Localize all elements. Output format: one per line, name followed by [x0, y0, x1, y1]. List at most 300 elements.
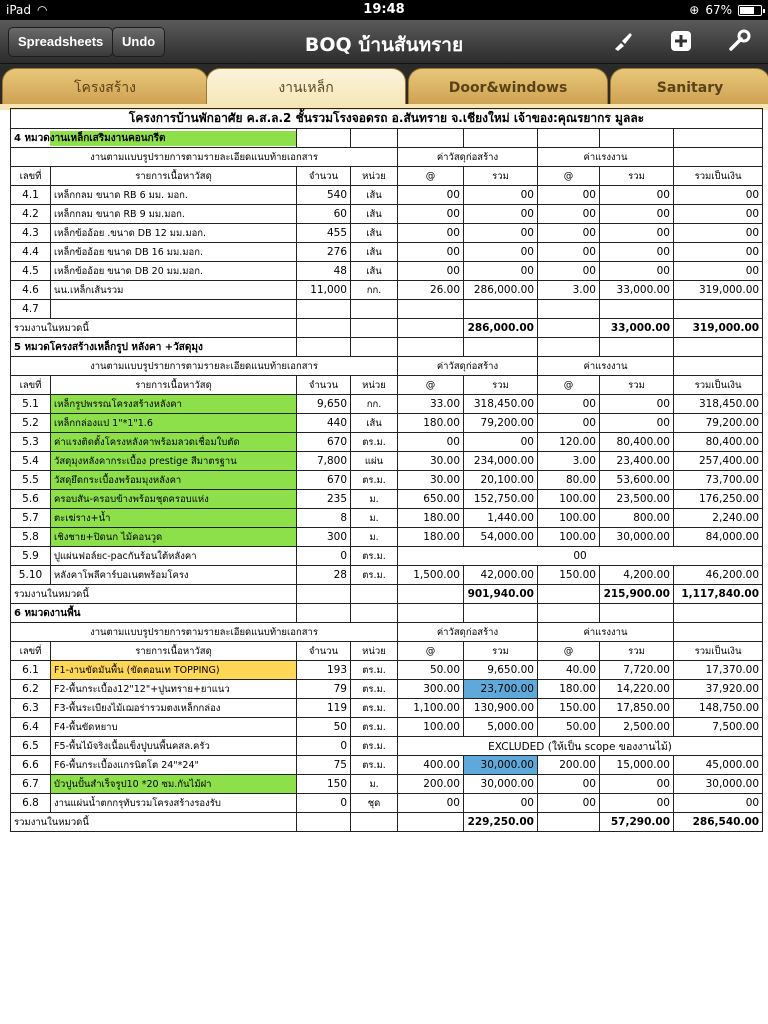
- row-total[interactable]: 257,400.00: [674, 452, 763, 471]
- item-quantity[interactable]: 540: [297, 186, 351, 205]
- undo-button[interactable]: Undo: [112, 27, 165, 57]
- item-unit[interactable]: ตร.ม.: [351, 661, 398, 680]
- labor-sum[interactable]: 00: [600, 224, 674, 243]
- labor-sum[interactable]: 2,500.00: [600, 718, 674, 737]
- labor-sum[interactable]: 14,220.00: [600, 680, 674, 699]
- labor-rate[interactable]: 00: [398, 547, 763, 566]
- material-total[interactable]: 229,250.00: [464, 813, 538, 832]
- item-number[interactable]: 5.4: [11, 452, 51, 471]
- table-cell[interactable]: [398, 585, 464, 604]
- table-cell[interactable]: [398, 129, 464, 148]
- item-quantity[interactable]: 8: [297, 509, 351, 528]
- tab-steel[interactable]: [206, 68, 406, 106]
- item-number[interactable]: 6.1: [11, 661, 51, 680]
- material-sum[interactable]: 00: [464, 794, 538, 813]
- item-unit[interactable]: เส้น: [351, 262, 398, 281]
- tab-structure[interactable]: [2, 68, 208, 106]
- item-quantity[interactable]: 28: [297, 566, 351, 585]
- item-description[interactable]: F3-พื้นระเบียงไม้เฌอร่ารวมตงเหล็กกล่อง: [51, 699, 297, 718]
- item-description[interactable]: วัสดุยึดกระเบื้องพร้อมมุงหลังคา: [51, 471, 297, 490]
- item-quantity[interactable]: 119: [297, 699, 351, 718]
- table-cell[interactable]: [538, 129, 600, 148]
- item-unit[interactable]: กก.: [351, 281, 398, 300]
- row-total[interactable]: 00: [674, 224, 763, 243]
- item-quantity[interactable]: 7,800: [297, 452, 351, 471]
- grand-total[interactable]: 319,000.00: [674, 319, 763, 338]
- item-description[interactable]: เหล็กข้ออ้อย .ขนาด DB 12 มม.มอก.: [51, 224, 297, 243]
- table-cell[interactable]: [351, 604, 398, 623]
- item-number[interactable]: 4.1: [11, 186, 51, 205]
- table-cell[interactable]: [351, 319, 398, 338]
- item-number[interactable]: 5.1: [11, 395, 51, 414]
- item-description[interactable]: เหล็กกลม ขนาด RB 9 มม.มอก.: [51, 205, 297, 224]
- column-header[interactable]: จำนวน: [297, 642, 351, 661]
- material-sum[interactable]: 30,000.00: [464, 756, 538, 775]
- table-cell[interactable]: [674, 357, 763, 376]
- column-header[interactable]: @: [538, 167, 600, 186]
- material-rate[interactable]: 400.00: [398, 756, 464, 775]
- item-quantity[interactable]: 670: [297, 433, 351, 452]
- material-rate[interactable]: 00: [398, 794, 464, 813]
- item-quantity[interactable]: 48: [297, 262, 351, 281]
- labor-rate[interactable]: 3.00: [538, 452, 600, 471]
- material-sum[interactable]: 234,000.00: [464, 452, 538, 471]
- row-total[interactable]: 30,000.00: [674, 775, 763, 794]
- labor-sum[interactable]: 33,000.00: [600, 281, 674, 300]
- column-header[interactable]: จำนวน: [297, 376, 351, 395]
- row-total[interactable]: 73,700.00: [674, 471, 763, 490]
- material-sum[interactable]: 79,200.00: [464, 414, 538, 433]
- table-cell[interactable]: [464, 338, 538, 357]
- material-total[interactable]: 901,940.00: [464, 585, 538, 604]
- group-header[interactable]: ค่าแรงงาน: [538, 148, 674, 167]
- column-header[interactable]: รวม: [600, 376, 674, 395]
- material-sum[interactable]: 23,700.00: [464, 680, 538, 699]
- item-description[interactable]: บัวปูนปั้นสำเร็จรูป10 *20 ซม.กันไม้ฝา: [51, 775, 297, 794]
- labor-rate[interactable]: 00: [538, 186, 600, 205]
- table-cell[interactable]: [674, 148, 763, 167]
- column-header[interactable]: รวม: [600, 167, 674, 186]
- material-rate[interactable]: 180.00: [398, 509, 464, 528]
- material-sum[interactable]: 152,750.00: [464, 490, 538, 509]
- wrench-icon[interactable]: [726, 29, 752, 55]
- labor-rate[interactable]: 120.00: [538, 433, 600, 452]
- labor-sum[interactable]: 00: [600, 395, 674, 414]
- item-description[interactable]: งานแผ่นน้ำตกกรุทับรวมโครงสร้างรองรับ: [51, 794, 297, 813]
- item-unit[interactable]: ตร.ม.: [351, 756, 398, 775]
- item-number[interactable]: 6.7: [11, 775, 51, 794]
- item-quantity[interactable]: 455: [297, 224, 351, 243]
- item-quantity[interactable]: 0: [297, 794, 351, 813]
- item-description[interactable]: ตะเฆ่ราง+น้ำ: [51, 509, 297, 528]
- item-quantity[interactable]: 440: [297, 414, 351, 433]
- item-unit[interactable]: ตร.ม.: [351, 471, 398, 490]
- item-unit[interactable]: ตร.ม.: [351, 547, 398, 566]
- row-total[interactable]: 7,500.00: [674, 718, 763, 737]
- group-header[interactable]: งานตามแบบรูปรายการตามรายละเอียดแนบท้ายเอกสาร: [11, 148, 398, 167]
- labor-rate[interactable]: 00: [538, 395, 600, 414]
- column-header[interactable]: รวมเป็นเงิน: [674, 642, 763, 661]
- row-total[interactable]: 319,000.00: [674, 281, 763, 300]
- item-quantity[interactable]: 0: [297, 547, 351, 566]
- spreadsheets-button[interactable]: Spreadsheets: [8, 27, 113, 57]
- material-rate[interactable]: 200.00: [398, 775, 464, 794]
- item-description[interactable]: นน.เหล็กเส้นรวม: [51, 281, 297, 300]
- item-number[interactable]: 5.10: [11, 566, 51, 585]
- group-header[interactable]: งานตามแบบรูปรายการตามรายละเอียดแนบท้ายเอกสาร: [11, 357, 398, 376]
- section-title[interactable]: 6 หมวดงานพื้น: [11, 604, 297, 623]
- add-icon[interactable]: [668, 29, 694, 55]
- column-header[interactable]: รวมเป็นเงิน: [674, 376, 763, 395]
- labor-sum[interactable]: 80,400.00: [600, 433, 674, 452]
- boq-table[interactable]: [10, 108, 763, 832]
- item-number[interactable]: 5.6: [11, 490, 51, 509]
- item-number[interactable]: 6.6: [11, 756, 51, 775]
- section-total-label[interactable]: รวมงานในหมวดนี้: [11, 585, 297, 604]
- item-quantity[interactable]: 150: [297, 775, 351, 794]
- item-description[interactable]: เหล็กข้ออ้อย ขนาด DB 16 มม.มอก.: [51, 243, 297, 262]
- material-rate[interactable]: 33.00: [398, 395, 464, 414]
- labor-total[interactable]: 33,000.00: [600, 319, 674, 338]
- section-title[interactable]: 4 หมวดงานเหล็กเสริมงานคอนกรีต: [11, 129, 297, 148]
- material-rate[interactable]: 30.00: [398, 471, 464, 490]
- table-cell[interactable]: [351, 585, 398, 604]
- material-sum[interactable]: 5,000.00: [464, 718, 538, 737]
- material-sum[interactable]: 318,450.00: [464, 395, 538, 414]
- labor-total[interactable]: 57,290.00: [600, 813, 674, 832]
- tab-doors-windows[interactable]: [408, 68, 608, 106]
- labor-rate[interactable]: 150.00: [538, 566, 600, 585]
- item-quantity[interactable]: 670: [297, 471, 351, 490]
- material-rate[interactable]: 1,500.00: [398, 566, 464, 585]
- spreadsheet[interactable]: [10, 108, 762, 832]
- row-total[interactable]: 176,250.00: [674, 490, 763, 509]
- labor-sum[interactable]: 00: [600, 262, 674, 281]
- item-description[interactable]: เหล็กกล่องแป 1"*1"1.6: [51, 414, 297, 433]
- brush-icon[interactable]: [610, 29, 636, 55]
- table-cell[interactable]: [297, 813, 351, 832]
- row-total[interactable]: 84,000.00: [674, 528, 763, 547]
- item-unit[interactable]: เส้น: [351, 243, 398, 262]
- item-unit[interactable]: [351, 300, 398, 319]
- item-number[interactable]: 4.5: [11, 262, 51, 281]
- material-sum[interactable]: 00: [464, 243, 538, 262]
- labor-rate[interactable]: 150.00: [538, 699, 600, 718]
- item-unit[interactable]: ม.: [351, 490, 398, 509]
- column-header[interactable]: รวม: [464, 376, 538, 395]
- item-quantity[interactable]: 11,000: [297, 281, 351, 300]
- row-total[interactable]: [674, 300, 763, 319]
- row-total[interactable]: 80,400.00: [674, 433, 763, 452]
- table-cell[interactable]: [538, 604, 600, 623]
- item-description[interactable]: เหล็กรูปพรรณโครงสร้างหลังคา: [51, 395, 297, 414]
- table-cell[interactable]: [398, 813, 464, 832]
- item-description[interactable]: ค่าแรงติดตั้งโครงหลังคาพร้อมลวดเชื่อมใบตัด: [51, 433, 297, 452]
- row-total[interactable]: 45,000.00: [674, 756, 763, 775]
- material-rate[interactable]: 650.00: [398, 490, 464, 509]
- table-cell[interactable]: [674, 338, 763, 357]
- row-total[interactable]: 00: [674, 205, 763, 224]
- item-number[interactable]: 4.2: [11, 205, 51, 224]
- material-sum[interactable]: 20,100.00: [464, 471, 538, 490]
- item-unit[interactable]: ม.: [351, 509, 398, 528]
- item-quantity[interactable]: 60: [297, 205, 351, 224]
- item-unit[interactable]: ตร.ม.: [351, 433, 398, 452]
- material-rate[interactable]: 00: [398, 433, 464, 452]
- labor-rate[interactable]: 200.00: [538, 756, 600, 775]
- item-number[interactable]: 6.4: [11, 718, 51, 737]
- material-rate[interactable]: [398, 300, 464, 319]
- row-total[interactable]: 46,200.00: [674, 566, 763, 585]
- labor-sum[interactable]: 4,200.00: [600, 566, 674, 585]
- item-number[interactable]: 5.3: [11, 433, 51, 452]
- material-sum[interactable]: 00: [464, 433, 538, 452]
- labor-sum[interactable]: 17,850.00: [600, 699, 674, 718]
- item-number[interactable]: 6.2: [11, 680, 51, 699]
- item-number[interactable]: 4.4: [11, 243, 51, 262]
- table-cell[interactable]: [600, 338, 674, 357]
- labor-sum[interactable]: 23,500.00: [600, 490, 674, 509]
- item-quantity[interactable]: 300: [297, 528, 351, 547]
- row-total[interactable]: 318,450.00: [674, 395, 763, 414]
- column-header[interactable]: @: [398, 376, 464, 395]
- table-cell[interactable]: [297, 129, 351, 148]
- material-total[interactable]: 286,000.00: [464, 319, 538, 338]
- table-cell[interactable]: [297, 319, 351, 338]
- item-number[interactable]: 5.9: [11, 547, 51, 566]
- item-unit[interactable]: ตร.ม.: [351, 737, 398, 756]
- labor-rate[interactable]: 00: [538, 224, 600, 243]
- group-header[interactable]: ค่าแรงงาน: [538, 357, 674, 376]
- item-number[interactable]: 4.3: [11, 224, 51, 243]
- table-cell[interactable]: [538, 813, 600, 832]
- row-total[interactable]: 00: [674, 186, 763, 205]
- material-rate[interactable]: 26.00: [398, 281, 464, 300]
- item-number[interactable]: 5.5: [11, 471, 51, 490]
- material-rate[interactable]: 00: [398, 243, 464, 262]
- item-description[interactable]: เหล็กข้ออ้อย ขนาด DB 20 มม.มอก.: [51, 262, 297, 281]
- item-unit[interactable]: ม.: [351, 528, 398, 547]
- item-description[interactable]: F2-พื้นกระเบื้อง12"12"+ปูนทราย+ยาแนว: [51, 680, 297, 699]
- group-header[interactable]: ค่าวัสดุก่อสร้าง: [398, 623, 538, 642]
- sheet-title[interactable]: โครงการบ้านพักอาศัย ค.ส.ล.2 ชั้นรวมโรงจอดรถ อ.สันทราย จ.เชียงใหม่ เจ้าของ:คุณรยากร มูลละ: [11, 109, 763, 129]
- labor-rate[interactable]: 100.00: [538, 528, 600, 547]
- labor-rate[interactable]: 100.00: [538, 509, 600, 528]
- item-unit[interactable]: ตร.ม.: [351, 566, 398, 585]
- table-cell[interactable]: [600, 604, 674, 623]
- column-header[interactable]: หน่วย: [351, 376, 398, 395]
- column-header[interactable]: จำนวน: [297, 167, 351, 186]
- item-number[interactable]: 5.7: [11, 509, 51, 528]
- item-description[interactable]: ครอบสัน-ครอบข้างพร้อมชุดครอบแห่ง: [51, 490, 297, 509]
- column-header[interactable]: รวมเป็นเงิน: [674, 167, 763, 186]
- item-description[interactable]: F4-พื้นขัดหยาบ: [51, 718, 297, 737]
- item-quantity[interactable]: 235: [297, 490, 351, 509]
- column-header[interactable]: @: [398, 642, 464, 661]
- material-rate[interactable]: 00: [398, 205, 464, 224]
- table-cell[interactable]: [538, 338, 600, 357]
- item-number[interactable]: 5.8: [11, 528, 51, 547]
- labor-rate[interactable]: 40.00: [538, 661, 600, 680]
- labor-rate[interactable]: 180.00: [538, 680, 600, 699]
- item-description[interactable]: ปูแผ่นฟอล์ยc-pacกันร้อนใต้หลังคา: [51, 547, 297, 566]
- labor-rate[interactable]: 50.00: [538, 718, 600, 737]
- material-rate[interactable]: 00: [398, 262, 464, 281]
- labor-rate[interactable]: [538, 300, 600, 319]
- labor-rate[interactable]: 100.00: [538, 490, 600, 509]
- column-header[interactable]: หน่วย: [351, 642, 398, 661]
- row-total[interactable]: 00: [674, 243, 763, 262]
- table-cell[interactable]: [600, 129, 674, 148]
- group-header[interactable]: งานตามแบบรูปรายการตามรายละเอียดแนบท้ายเอกสาร: [11, 623, 398, 642]
- material-rate[interactable]: 300.00: [398, 680, 464, 699]
- row-total[interactable]: 17,370.00: [674, 661, 763, 680]
- table-cell[interactable]: [538, 319, 600, 338]
- section-total-label[interactable]: รวมงานในหมวดนี้: [11, 813, 297, 832]
- row-total[interactable]: 79,200.00: [674, 414, 763, 433]
- material-rate[interactable]: 00: [398, 186, 464, 205]
- group-header[interactable]: ค่าแรงงาน: [538, 623, 674, 642]
- material-rate[interactable]: 00: [398, 224, 464, 243]
- labor-rate[interactable]: 00: [538, 414, 600, 433]
- grand-total[interactable]: 1,117,840.00: [674, 585, 763, 604]
- material-rate[interactable]: 100.00: [398, 718, 464, 737]
- material-rate[interactable]: 50.00: [398, 661, 464, 680]
- item-description[interactable]: F5-พื้นไม้จริงเนื้อแข็งปูบนพื้นคสล.ครัว: [51, 737, 297, 756]
- labor-sum[interactable]: 30,000.00: [600, 528, 674, 547]
- grand-total[interactable]: 286,540.00: [674, 813, 763, 832]
- material-sum[interactable]: [464, 300, 538, 319]
- column-header[interactable]: @: [538, 642, 600, 661]
- item-quantity[interactable]: 50: [297, 718, 351, 737]
- item-number[interactable]: 4.7: [11, 300, 51, 319]
- item-description[interactable]: F1-งานขัดมันพื้น (ขัดตอนเท TOPPING): [51, 661, 297, 680]
- group-header[interactable]: ค่าวัสดุก่อสร้าง: [398, 148, 538, 167]
- group-header[interactable]: ค่าวัสดุก่อสร้าง: [398, 357, 538, 376]
- material-sum[interactable]: 1,440.00: [464, 509, 538, 528]
- column-header[interactable]: เลขที่: [11, 376, 51, 395]
- item-number[interactable]: 6.5: [11, 737, 51, 756]
- table-cell[interactable]: [297, 585, 351, 604]
- labor-sum[interactable]: 7,720.00: [600, 661, 674, 680]
- material-sum[interactable]: 00: [464, 224, 538, 243]
- labor-sum[interactable]: 00: [600, 414, 674, 433]
- item-description[interactable]: F6-พื้นกระเบื้องแกรนิตโต 24"*24": [51, 756, 297, 775]
- item-number[interactable]: 6.3: [11, 699, 51, 718]
- section-title[interactable]: 5 หมวดโครงสร้างเหล็กรูป หลังคา +วัสดุมุง: [11, 338, 297, 357]
- table-cell[interactable]: [464, 604, 538, 623]
- table-cell[interactable]: [398, 338, 464, 357]
- excluded-note[interactable]: EXCLUDED (ให้เป็น scope ของงานไม้): [398, 737, 763, 756]
- material-sum[interactable]: 286,000.00: [464, 281, 538, 300]
- row-total[interactable]: 37,920.00: [674, 680, 763, 699]
- material-sum[interactable]: 9,650.00: [464, 661, 538, 680]
- material-sum[interactable]: 54,000.00: [464, 528, 538, 547]
- labor-sum[interactable]: 00: [600, 186, 674, 205]
- item-quantity[interactable]: 79: [297, 680, 351, 699]
- labor-sum[interactable]: 23,400.00: [600, 452, 674, 471]
- item-quantity[interactable]: 276: [297, 243, 351, 262]
- labor-sum[interactable]: 00: [600, 243, 674, 262]
- item-unit[interactable]: เส้น: [351, 205, 398, 224]
- table-cell[interactable]: [538, 585, 600, 604]
- item-number[interactable]: 6.8: [11, 794, 51, 813]
- table-cell[interactable]: [674, 129, 763, 148]
- item-description[interactable]: [51, 300, 297, 319]
- item-unit[interactable]: เส้น: [351, 224, 398, 243]
- item-description[interactable]: วัสดุมุงหลังคากระเบื้อง prestige สีมาตรฐาน: [51, 452, 297, 471]
- item-description[interactable]: เหล็กกลม ขนาด RB 6 มม. มอก.: [51, 186, 297, 205]
- item-unit[interactable]: เส้น: [351, 186, 398, 205]
- row-total[interactable]: 148,750.00: [674, 699, 763, 718]
- row-total[interactable]: 2,240.00: [674, 509, 763, 528]
- labor-rate[interactable]: 00: [538, 243, 600, 262]
- item-description[interactable]: หลังคาโพลีคาร์บอเนตพร้อมโครง: [51, 566, 297, 585]
- material-sum[interactable]: 130,900.00: [464, 699, 538, 718]
- table-cell[interactable]: [351, 338, 398, 357]
- table-cell[interactable]: [674, 623, 763, 642]
- material-sum[interactable]: 00: [464, 186, 538, 205]
- labor-rate[interactable]: 00: [538, 262, 600, 281]
- table-cell[interactable]: [674, 604, 763, 623]
- column-header[interactable]: รายการเนื้อหาวัสดุ: [51, 642, 297, 661]
- material-sum[interactable]: 00: [464, 262, 538, 281]
- labor-sum[interactable]: 800.00: [600, 509, 674, 528]
- item-quantity[interactable]: 9,650: [297, 395, 351, 414]
- tab-sanitary[interactable]: [610, 68, 768, 106]
- column-header[interactable]: รวม: [464, 167, 538, 186]
- item-unit[interactable]: ตร.ม.: [351, 680, 398, 699]
- column-header[interactable]: เลขที่: [11, 642, 51, 661]
- labor-rate[interactable]: 3.00: [538, 281, 600, 300]
- table-cell[interactable]: [398, 319, 464, 338]
- item-description[interactable]: เชิงชาย+ปิดนก ไม้คอนวูด: [51, 528, 297, 547]
- row-total[interactable]: 00: [674, 262, 763, 281]
- item-quantity[interactable]: 75: [297, 756, 351, 775]
- section-total-label[interactable]: รวมงานในหมวดนี้: [11, 319, 297, 338]
- labor-sum[interactable]: [600, 300, 674, 319]
- labor-total[interactable]: 215,900.00: [600, 585, 674, 604]
- table-cell[interactable]: [398, 604, 464, 623]
- item-quantity[interactable]: 193: [297, 661, 351, 680]
- column-header[interactable]: รวม: [600, 642, 674, 661]
- table-cell[interactable]: [297, 604, 351, 623]
- table-cell[interactable]: [464, 129, 538, 148]
- labor-sum[interactable]: 00: [600, 205, 674, 224]
- labor-rate[interactable]: 00: [538, 205, 600, 224]
- labor-sum[interactable]: 00: [600, 794, 674, 813]
- item-unit[interactable]: ม.: [351, 775, 398, 794]
- item-quantity[interactable]: 0: [297, 737, 351, 756]
- item-unit[interactable]: แผ่น: [351, 452, 398, 471]
- column-header[interactable]: หน่วย: [351, 167, 398, 186]
- item-number[interactable]: 5.2: [11, 414, 51, 433]
- labor-sum[interactable]: 15,000.00: [600, 756, 674, 775]
- column-header[interactable]: รายการเนื้อหาวัสดุ: [51, 167, 297, 186]
- material-sum[interactable]: 42,000.00: [464, 566, 538, 585]
- item-unit[interactable]: กก.: [351, 395, 398, 414]
- labor-rate[interactable]: 00: [538, 794, 600, 813]
- item-unit[interactable]: ตร.ม.: [351, 699, 398, 718]
- labor-sum[interactable]: 53,600.00: [600, 471, 674, 490]
- material-rate[interactable]: 180.00: [398, 414, 464, 433]
- item-quantity[interactable]: [297, 300, 351, 319]
- table-cell[interactable]: [351, 129, 398, 148]
- column-header[interactable]: รายการเนื้อหาวัสดุ: [51, 376, 297, 395]
- labor-rate[interactable]: 80.00: [538, 471, 600, 490]
- material-rate[interactable]: 1,100.00: [398, 699, 464, 718]
- table-cell[interactable]: [297, 338, 351, 357]
